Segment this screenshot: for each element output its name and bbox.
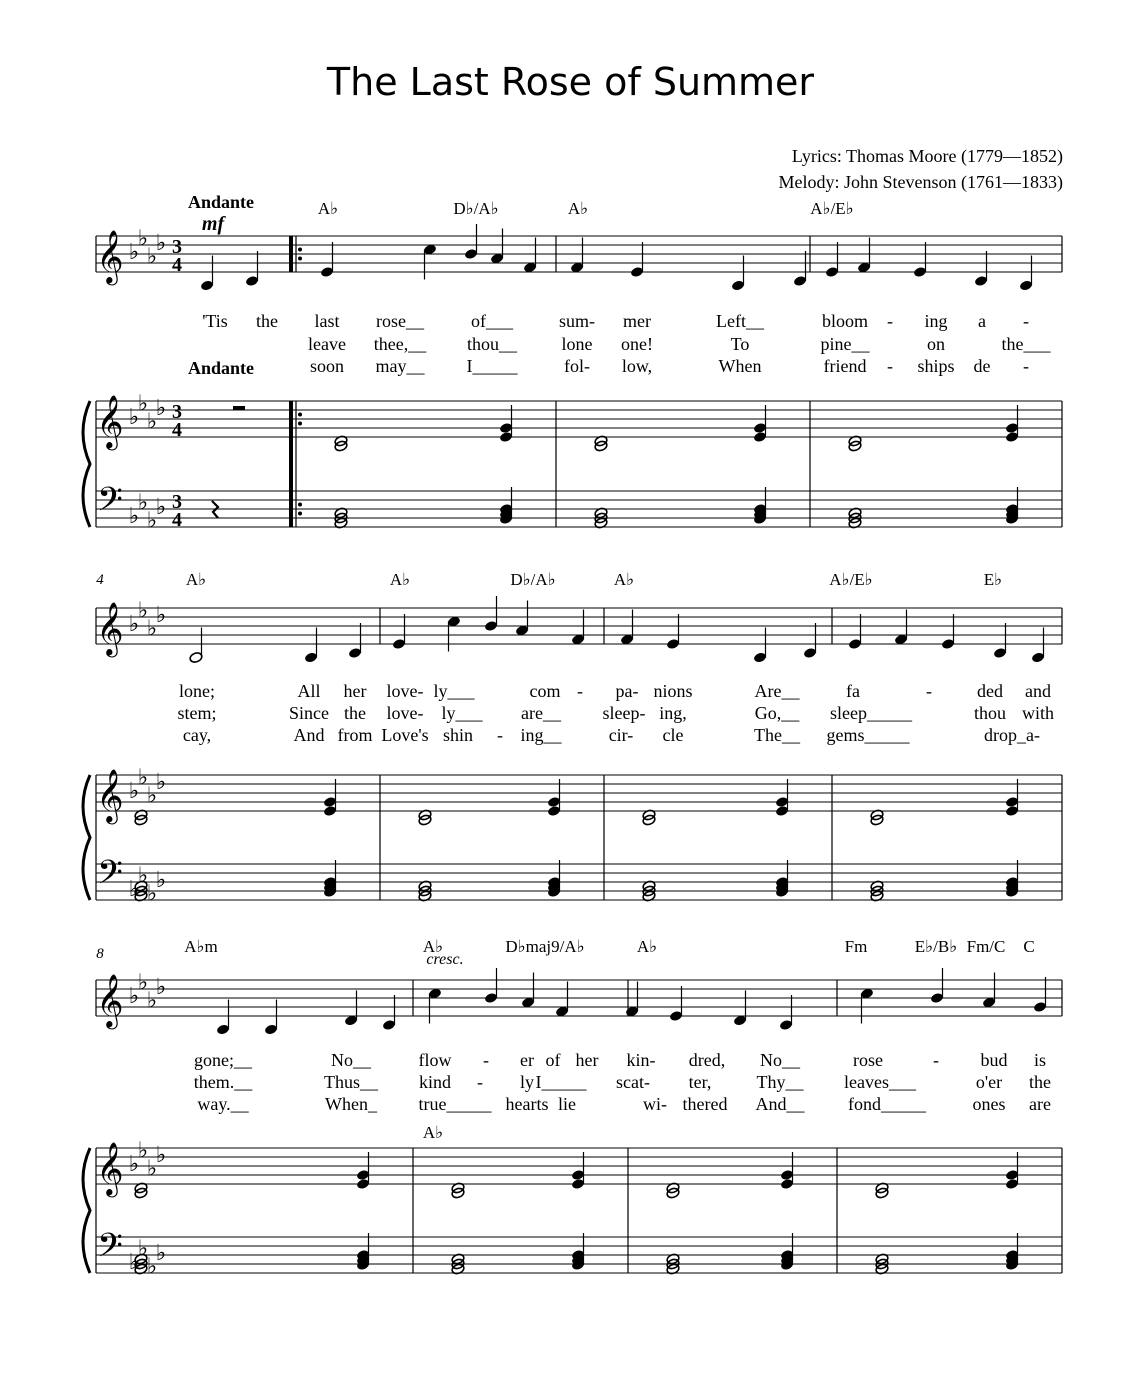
chord-symbol: Fm: [844, 937, 868, 956]
key-flat: ♭: [128, 611, 140, 636]
cresc-marking: cresc.: [426, 951, 464, 968]
lyric-syllable: way.__: [197, 1094, 249, 1114]
chord-symbol: A♭: [422, 1123, 444, 1142]
lyric-syllable: ded: [977, 681, 1003, 701]
whole-rest: [233, 406, 245, 410]
key-flat: ♭: [137, 597, 149, 623]
lyric-syllable: I_____: [535, 1072, 587, 1092]
lyric-syllable: the: [344, 703, 366, 723]
lyric-syllable: gone;__: [194, 1050, 252, 1070]
key-flat: ♭: [146, 1253, 158, 1279]
lyric-syllable: ships: [917, 356, 955, 376]
page-title: The Last Rose of Summer: [326, 60, 815, 104]
key-flat: ♭: [155, 867, 167, 892]
lyric-syllable: ing__: [520, 725, 562, 745]
lyric-syllable: -: [1023, 356, 1029, 376]
lyric-syllable: ly: [519, 1072, 535, 1092]
bass-clef: 𝄢: [97, 854, 123, 899]
dynamic-marking: mf: [201, 213, 225, 235]
lyric-syllable: 'Tis: [202, 311, 228, 331]
lyric-syllable: the: [256, 311, 278, 331]
key-flat: ♭: [146, 243, 158, 269]
melody-credit: Melody: John Stevenson (1761—1833): [778, 172, 1063, 192]
key-flat: ♭: [128, 1249, 140, 1274]
lyric-syllable: Left__: [716, 311, 764, 331]
lyric-syllable: ly___: [441, 703, 483, 723]
lyric-syllable: Thus__: [324, 1072, 378, 1092]
lyric-syllable: last: [314, 311, 340, 331]
chord-symbol: A♭m: [184, 937, 218, 956]
lyric-syllable: nions: [653, 681, 693, 701]
time-signature-bottom: 4: [172, 254, 182, 276]
chord-symbol: A♭: [422, 937, 444, 956]
lyric-syllable: her: [575, 1050, 599, 1070]
lyric-syllable: fa: [846, 681, 860, 701]
key-flat: ♭: [137, 1235, 149, 1261]
piano-brace: [83, 401, 90, 527]
lyric-syllable: -: [577, 681, 583, 701]
lyric-syllable: thee,__: [373, 334, 427, 354]
lyric-syllable: leave: [308, 334, 346, 354]
lyric-syllable: lone;: [179, 681, 215, 701]
lyric-syllable: thou: [973, 703, 1007, 723]
lyric-syllable: No__: [331, 1050, 371, 1070]
bass-clef: 𝄢: [97, 1227, 123, 1272]
time-signature-top: 3: [172, 236, 182, 258]
lyric-syllable: her: [343, 681, 367, 701]
lyric-syllable: Since: [289, 703, 329, 723]
lyric-syllable: true_____: [418, 1094, 492, 1114]
lyric-syllable: -: [497, 725, 503, 745]
key-flat: ♭: [146, 987, 158, 1013]
lyric-syllable: ing: [924, 311, 948, 331]
chord-symbol: A♭/E♭: [810, 199, 854, 218]
key-flat: ♭: [137, 390, 149, 416]
key-flat: ♭: [155, 1142, 167, 1167]
repeat-dot: [298, 503, 302, 507]
lyric-syllable: wi-: [643, 1094, 667, 1114]
piano-bass-staff: [96, 491, 1062, 527]
lyric-syllable: kin-: [626, 1050, 656, 1070]
chord-symbol: A♭: [317, 199, 339, 218]
lyric-syllable: from: [337, 725, 373, 745]
lyric-syllable: -: [887, 356, 893, 376]
lyric-syllable: com: [529, 681, 561, 701]
lyric-syllable: and: [1025, 681, 1051, 701]
chord-symbol: A♭: [567, 199, 589, 218]
lyric-syllable: thered: [682, 1094, 728, 1114]
lyric-syllable: may__: [375, 356, 425, 376]
lyric-syllable: pine__: [820, 334, 870, 354]
lyric-syllable: the___: [1001, 334, 1051, 354]
piano-brace: [83, 1148, 90, 1273]
piano-bass-staff: [96, 864, 1062, 900]
chord-symbol: E♭/B♭: [914, 937, 958, 956]
key-flat: ♭: [146, 615, 158, 641]
lyric-syllable: Love's: [381, 725, 429, 745]
chord-symbol: A♭/E♭: [829, 570, 873, 589]
chord-symbol: A♭: [389, 570, 411, 589]
key-flat: ♭: [128, 404, 140, 429]
lyric-syllable: bud: [980, 1050, 1008, 1070]
lyric-syllable: hearts: [505, 1094, 549, 1114]
lyric-syllable: low,: [621, 356, 653, 376]
lyric-syllable: And: [293, 725, 325, 745]
lyric-syllable: -: [933, 1050, 939, 1070]
lyric-syllable: er: [520, 1050, 534, 1070]
lyric-syllable: drop_a-: [984, 725, 1040, 745]
chord-symbol: D♭maj9/A♭: [505, 937, 585, 956]
lyric-syllable: friend: [823, 356, 867, 376]
lyric-syllable: -: [483, 1050, 489, 1070]
lyric-syllable: -: [1023, 311, 1029, 331]
key-flat: ♭: [128, 778, 140, 803]
key-flat: ♭: [128, 503, 140, 528]
lyric-syllable: bloom: [821, 311, 869, 331]
lyric-syllable: love-: [386, 703, 424, 723]
treble-clef: 𝄞: [96, 603, 124, 654]
lyric-syllable: on: [927, 334, 945, 354]
lyric-syllable: pa-: [615, 681, 639, 701]
lyric-syllable: ter,: [688, 1072, 712, 1092]
lyric-syllable: stem;: [177, 703, 217, 723]
lyric-syllable: shin: [442, 725, 474, 745]
lyric-syllable: with: [1021, 703, 1055, 723]
key-flat: ♭: [146, 507, 158, 533]
key-flat: ♭: [137, 1137, 149, 1163]
lyrics-credit: Lyrics: Thomas Moore (1779—1852): [791, 146, 1063, 166]
time-signature-bottom: 4: [172, 419, 182, 441]
lyric-syllable: are: [1029, 1094, 1051, 1114]
key-flat: ♭: [146, 408, 158, 434]
piano-brace: [83, 775, 90, 900]
chord-symbol: A♭: [185, 570, 207, 589]
lyric-syllable: fond_____: [848, 1094, 926, 1114]
lyric-syllable: sleep-: [602, 703, 646, 723]
tempo-marking-piano: Andante: [187, 358, 255, 378]
key-flat: ♭: [137, 225, 149, 251]
lyric-syllable: I_____: [466, 356, 518, 376]
lyric-syllable: fol-: [564, 356, 590, 376]
lyric-syllable: To: [730, 334, 750, 354]
time-signature-top: 3: [172, 491, 182, 513]
repeat-dot: [298, 248, 302, 252]
lyric-syllable: -: [477, 1072, 483, 1092]
key-flat: ♭: [137, 862, 149, 888]
key-flat: ♭: [155, 230, 167, 255]
key-flat: ♭: [155, 602, 167, 627]
lyric-syllable: flow: [418, 1050, 452, 1070]
lyric-syllable: scat-: [616, 1072, 650, 1092]
repeat-dot: [298, 257, 302, 261]
lyric-syllable: Thy__: [756, 1072, 804, 1092]
lyric-syllable: cle: [662, 725, 684, 745]
chord-symbol: A♭: [613, 570, 635, 589]
lyric-syllable: dred,: [688, 1050, 726, 1070]
lyric-syllable: a: [978, 311, 986, 331]
lyric-syllable: love-: [386, 681, 424, 701]
time-signature-top: 3: [172, 401, 182, 423]
tempo-marking: Andante: [187, 192, 255, 212]
lyric-syllable: ly___: [433, 681, 475, 701]
lyric-syllable: The__: [754, 725, 800, 745]
measure-number: 4: [96, 572, 104, 588]
key-flat: ♭: [128, 876, 140, 901]
lyric-syllable: of___: [471, 311, 513, 331]
lyric-syllable: one!: [621, 334, 653, 354]
bass-clef: 𝄢: [97, 481, 123, 526]
lyric-syllable: thou__: [466, 334, 518, 354]
lyric-syllable: When: [718, 356, 762, 376]
lyric-syllable: de: [973, 356, 991, 376]
chord-symbol: D♭/A♭: [510, 570, 556, 589]
key-flat: ♭: [155, 1240, 167, 1265]
lyric-syllable: of: [545, 1050, 561, 1070]
lyric-syllable: the: [1029, 1072, 1051, 1092]
lyric-syllable: sum-: [559, 311, 595, 331]
lyric-syllable: rose__: [376, 311, 424, 331]
lyric-syllable: lone: [561, 334, 593, 354]
key-flat: ♭: [155, 769, 167, 794]
treble-clef: 𝄞: [96, 1143, 124, 1194]
lyric-syllable: No__: [760, 1050, 800, 1070]
key-flat: ♭: [146, 782, 158, 808]
chord-symbol: E♭: [983, 570, 1003, 589]
key-flat: ♭: [155, 494, 167, 519]
lyric-syllable: All: [297, 681, 321, 701]
key-flat: ♭: [146, 880, 158, 906]
lyric-syllable: cir-: [608, 725, 634, 745]
chord-symbol: D♭/A♭: [453, 199, 499, 218]
lyric-syllable: kind: [418, 1072, 452, 1092]
lyric-syllable: gems_____: [826, 725, 910, 745]
lyric-syllable: mer: [623, 311, 651, 331]
key-flat: ♭: [137, 969, 149, 995]
treble-clef: 𝄞: [96, 770, 124, 821]
key-flat: ♭: [128, 983, 140, 1008]
lyric-syllable: cay,: [182, 725, 212, 745]
key-flat: ♭: [128, 1151, 140, 1176]
lyric-syllable: lie: [558, 1094, 576, 1114]
vocal-staff: [96, 980, 1062, 1016]
key-flat: ♭: [146, 1155, 158, 1181]
chord-symbol: C: [1023, 937, 1035, 956]
repeat-dot: [298, 413, 302, 417]
repeat-dot: [298, 512, 302, 516]
lyric-syllable: -: [887, 311, 893, 331]
lyric-syllable: leaves___: [844, 1072, 916, 1092]
treble-clef: 𝄞: [96, 975, 124, 1026]
lyric-syllable: ing,: [659, 703, 687, 723]
time-signature-bottom: 4: [172, 509, 182, 531]
measure-number: 8: [96, 946, 104, 962]
repeat-dot: [298, 422, 302, 426]
lyric-syllable: soon: [309, 356, 345, 376]
key-flat: ♭: [155, 974, 167, 999]
lyric-syllable: ones: [972, 1094, 1006, 1114]
lyric-syllable: And__: [755, 1094, 805, 1114]
lyric-syllable: -: [926, 681, 932, 701]
chord-symbol: A♭: [636, 937, 658, 956]
key-flat: ♭: [155, 395, 167, 420]
key-flat: ♭: [137, 764, 149, 790]
lyric-syllable: them.__: [193, 1072, 253, 1092]
piano-treble-staff: [96, 775, 1062, 811]
lyric-syllable: When_: [325, 1094, 377, 1114]
lyric-syllable: Go,__: [754, 703, 800, 723]
key-flat: ♭: [137, 489, 149, 515]
treble-clef: 𝄞: [96, 396, 124, 447]
key-flat: ♭: [128, 239, 140, 264]
lyric-syllable: sleep_____: [830, 703, 912, 723]
lyric-syllable: o'er: [975, 1072, 1003, 1092]
lyric-syllable: Are__: [754, 681, 800, 701]
treble-clef: 𝄞: [96, 231, 124, 282]
lyric-syllable: rose: [853, 1050, 883, 1070]
chord-symbol: Fm/C: [966, 937, 1006, 956]
lyric-syllable: are__: [521, 703, 561, 723]
lyric-syllable: is: [1033, 1050, 1047, 1070]
